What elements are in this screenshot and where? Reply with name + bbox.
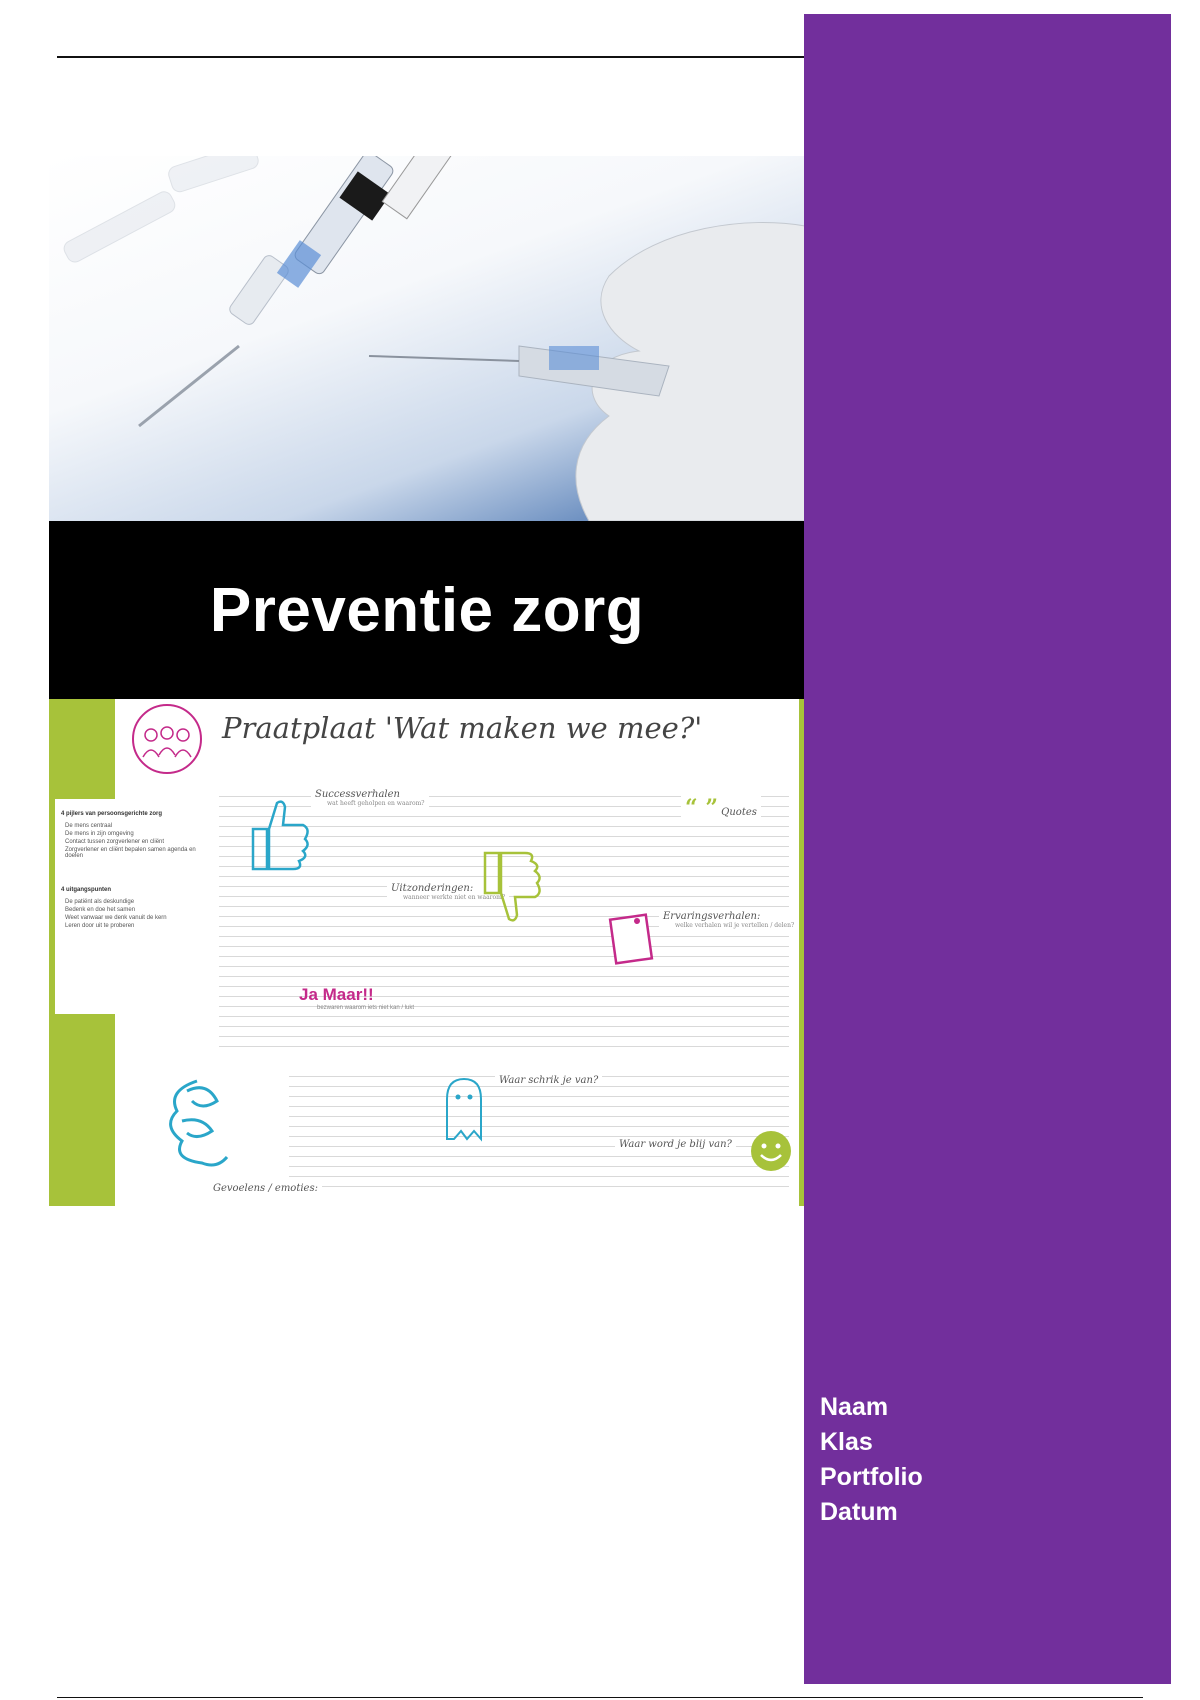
meta-naam: Naam: [820, 1393, 889, 1421]
document-title: Preventie zorg: [209, 575, 645, 645]
cover-meta-fields: [820, 1390, 923, 1530]
meta-portfolio: Portfolio: [820, 1463, 923, 1491]
praatplaat-poster: [49, 699, 805, 1206]
label-successes: Successverhalen wat heeft geholpen en waarom?: [311, 789, 429, 807]
side-item: Leren door uit te proberen: [65, 923, 135, 929]
ghost-icon: [437, 1073, 491, 1143]
cover-sidebar: [804, 14, 1171, 1684]
side-heading-2: 4 uitgangspunten: [61, 887, 111, 893]
side-item: Bedenk en doe het samen: [65, 907, 136, 913]
side-heading-1: 4 pijlers van persoonsgerichte zorg: [61, 811, 163, 817]
scribble-icon: [157, 1071, 247, 1171]
side-item: De patiënt als deskundige: [65, 899, 135, 905]
people-logo-icon: [127, 701, 207, 779]
label-feelings: Gevoelens / emoties:: [209, 1183, 322, 1194]
bottom-rule: [57, 1697, 1143, 1698]
side-item: Zorgverlener en cliënt bepalen samen agenda en doelen: [65, 847, 196, 859]
thumbs-up-icon: [249, 795, 313, 875]
label-ja-maar-sub: bezwaren waarom iets niet kan / lukt: [317, 1005, 415, 1011]
note-icon: [607, 909, 657, 965]
thumbs-down-icon: [481, 847, 545, 927]
label-quotes: “ ” Quotes: [681, 795, 761, 821]
side-item: De mens centraal: [65, 823, 113, 829]
title-band: [49, 521, 805, 699]
label-happy: Waar word je blij van?: [615, 1139, 736, 1150]
label-ja-maar: Ja Maar!!: [299, 985, 374, 1004]
label-experiences: Ervaringsverhalen: welke verhalen wil je vertellen / delen?: [659, 911, 798, 929]
quote-marks-icon: “ ”: [685, 795, 718, 821]
meta-klas: Klas: [820, 1428, 873, 1456]
top-rule: [57, 56, 805, 58]
meta-datum: Datum: [820, 1498, 898, 1526]
side-item: Weet vanwaar we denk vanuit de kern: [65, 915, 167, 921]
side-item: Contact tussen zorgverlener en cliënt: [65, 839, 165, 845]
label-scared: Waar schrik je van?: [495, 1075, 602, 1086]
poster-side-panel: [55, 799, 207, 1014]
smiley-icon: [749, 1129, 793, 1173]
label-exceptions: Uitzonderingen: wanneer werkte niet en waarom?: [387, 883, 509, 901]
iv-catheter-photo: [49, 156, 805, 521]
poster-heading: Praatplaat 'Wat maken we mee?': [222, 711, 703, 745]
side-item: De mens in zijn omgeving: [65, 831, 134, 837]
